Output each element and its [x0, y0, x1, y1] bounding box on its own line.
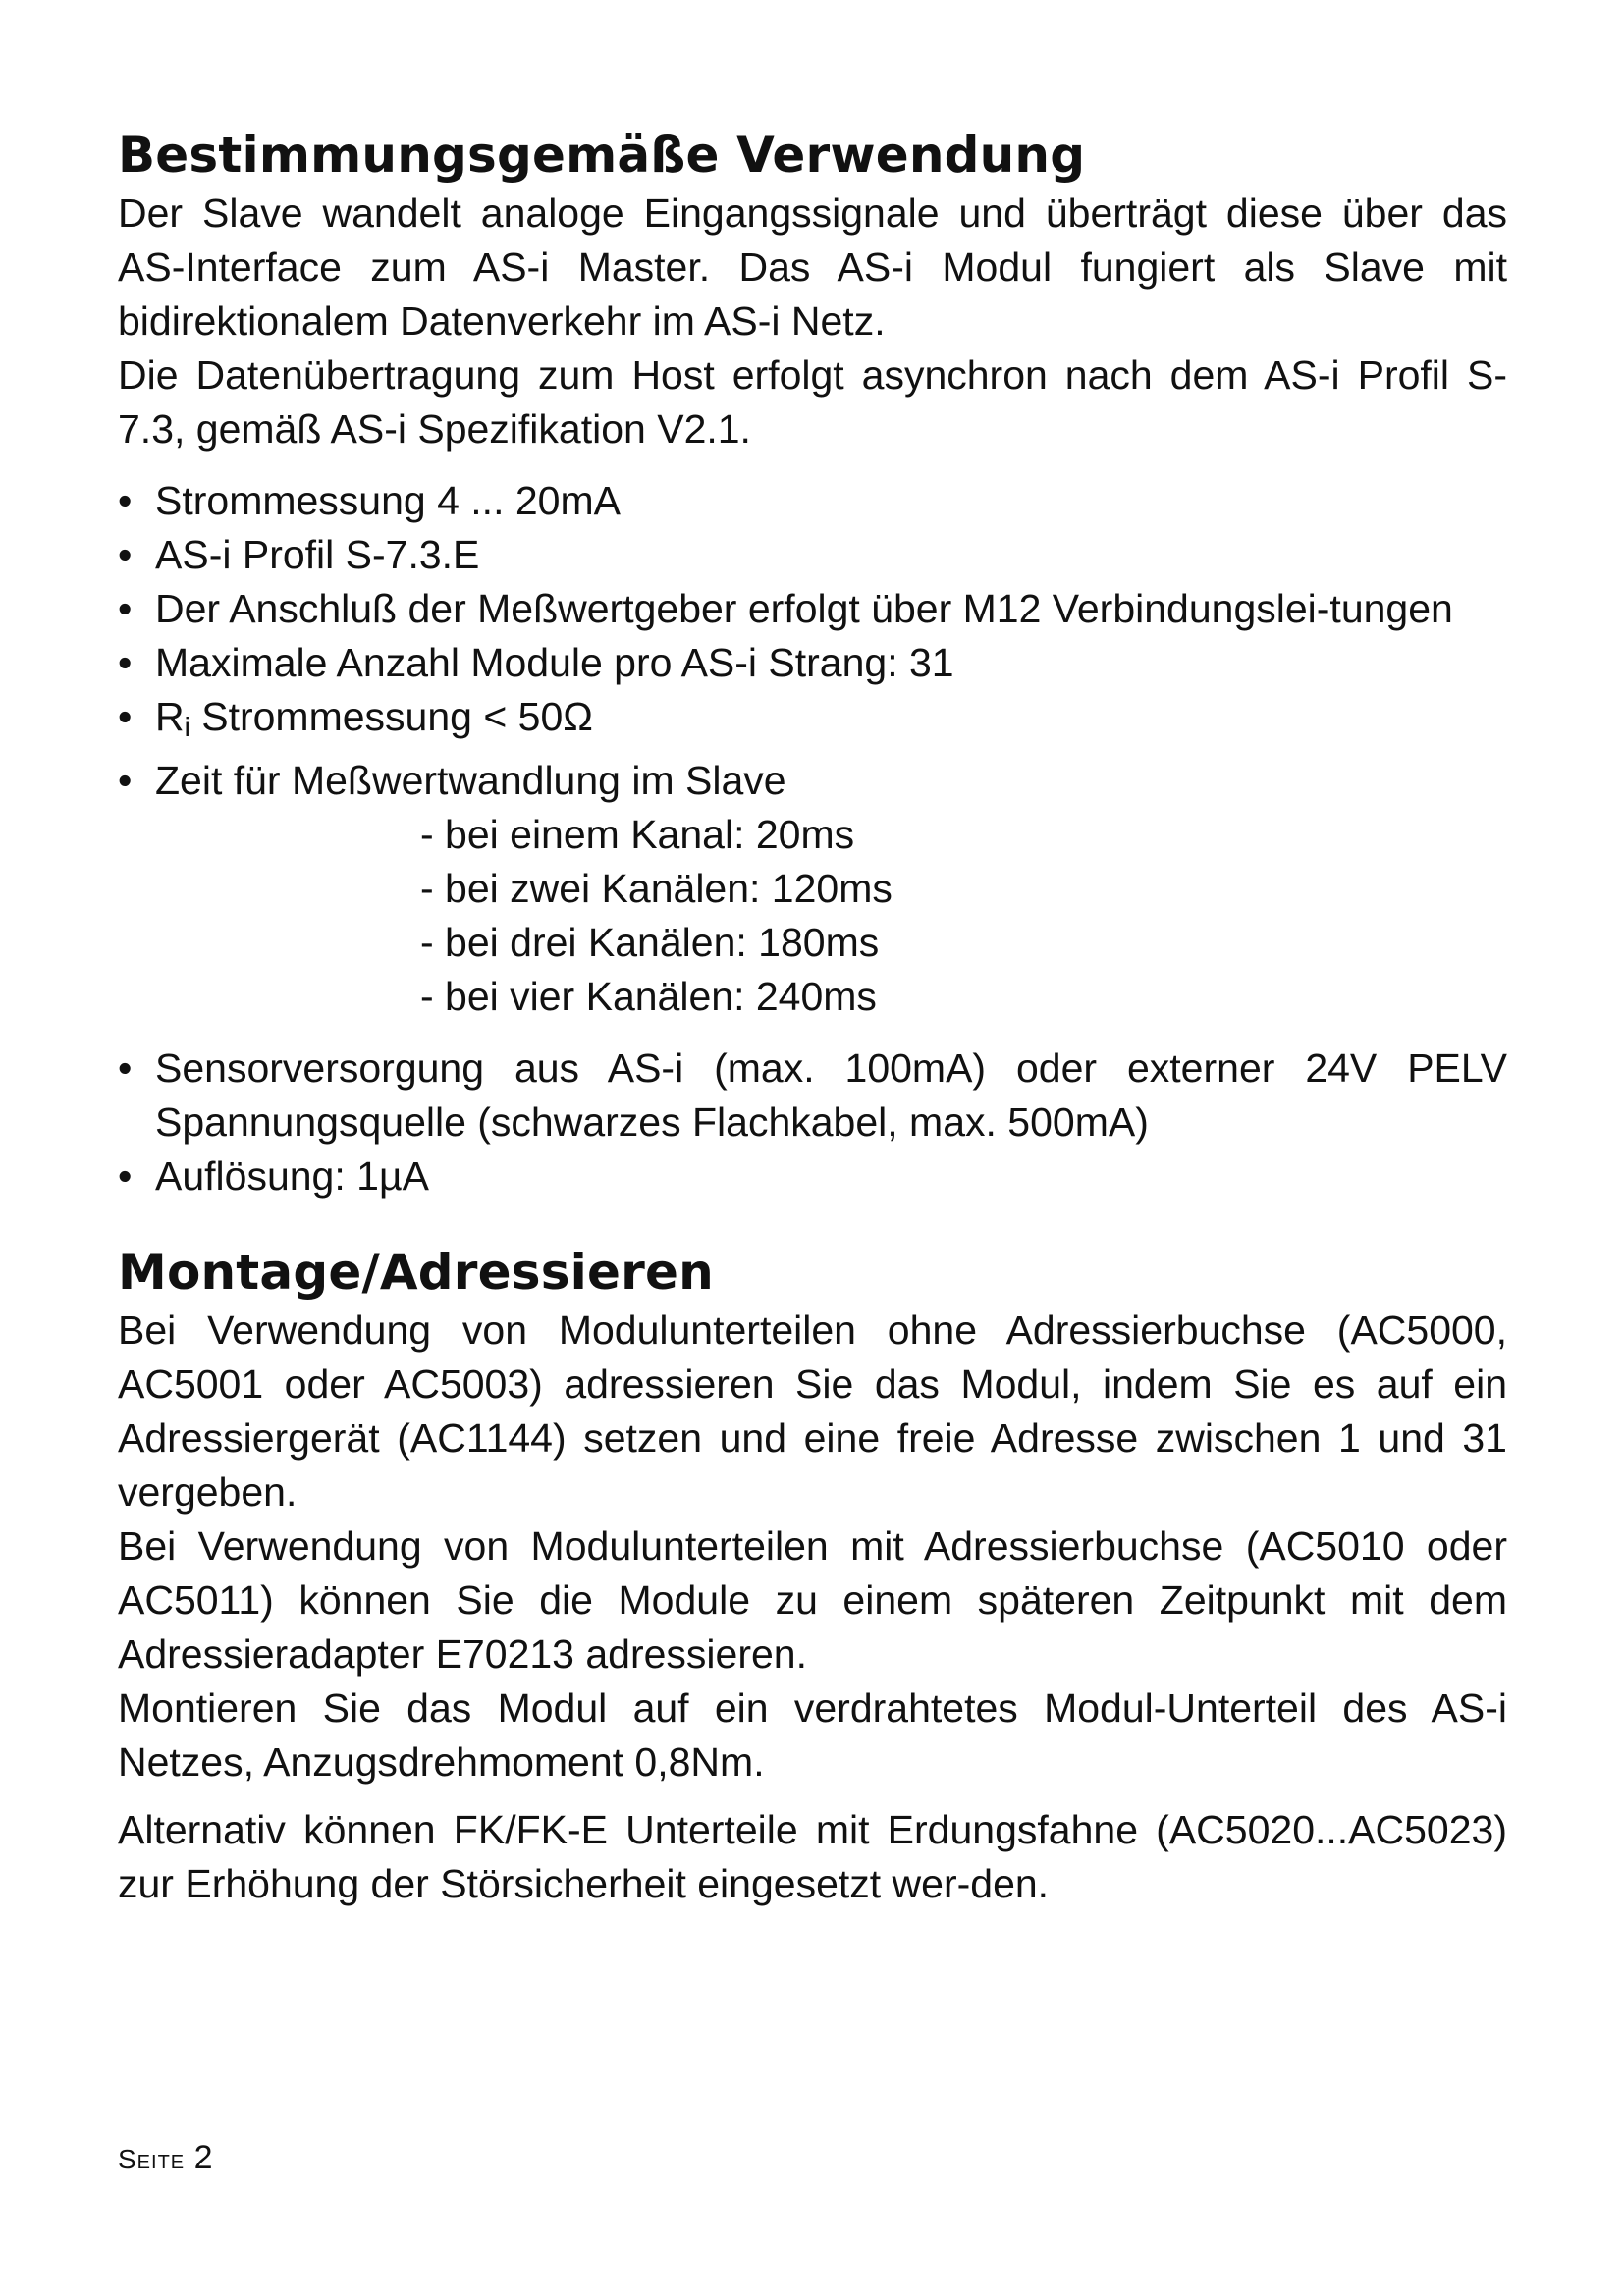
- list-item: • Der Anschluß der Meßwertgeber erfolgt über M12 Verbindungslei-tungen: [118, 582, 1507, 636]
- list-item: • Maximale Anzahl Module pro AS-i Strang: 31: [118, 636, 1507, 690]
- conversion-time-label: Zeit für Meßwertwandlung im Slave: [155, 758, 786, 803]
- list-item: • Auflösung: 1µA: [118, 1149, 1507, 1203]
- ri-text: Strommessung < 50Ω: [189, 694, 593, 739]
- section-intended-use: [118, 126, 1507, 1203]
- paragraph: Montieren Sie das Modul auf ein verdrahtetes Modul-Unterteil des AS-i Netzes, Anzugsdrehmoment 0,8Nm.: [118, 1685, 1507, 1785]
- page-footer: [118, 2138, 213, 2179]
- list-item: • AS-i Profil S-7.3.E: [118, 528, 1507, 582]
- sub-list-item: - bei zwei Kanälen: 120ms: [420, 866, 893, 911]
- paragraph: Der Slave wandelt analoge Eingangssignale und überträgt diese über das AS-Interface zum AS-i Master. Das AS-i Modul fungiert als Slave mit bidirektionalem Datenverkehr im AS-i Netz.: [118, 190, 1507, 344]
- ri-symbol: R: [155, 694, 185, 739]
- sub-list-item: - bei drei Kanälen: 180ms: [420, 920, 880, 965]
- paragraph: Die Datenübertragung zum Host erfolgt asynchron nach dem AS-i Profil S-7.3, gemäß AS-i Spezifikation V2.1.: [118, 352, 1507, 452]
- paragraph: Bei Verwendung von Modulunterteilen mit Adressierbuchse (AC5010 oder AC5011) können Sie die Module zu einem späteren Zeitpunkt mit dem Adressieradapter E70213 adressieren.: [118, 1523, 1507, 1677]
- ri-subscript: i: [184, 712, 190, 742]
- section-title-mounting: Montage/Adressieren: [118, 1244, 714, 1301]
- document-page: [118, 126, 1507, 1911]
- feature-list: [118, 474, 1507, 1203]
- sub-list-item: - bei vier Kanälen: 240ms: [420, 974, 877, 1019]
- list-item: • Strommessung 4 ... 20mA: [118, 474, 1507, 528]
- section-mounting-addressing: [118, 1243, 1507, 1911]
- conversion-time-list: [420, 808, 1507, 1024]
- page-number: 2: [193, 2139, 213, 2176]
- section-title-intended-use: Bestimmungsgemäße Verwendung: [118, 127, 1086, 184]
- sub-list-item: - bei einem Kanal: 20ms: [420, 812, 855, 857]
- paragraph: Bei Verwendung von Modulunterteilen ohne Adressierbuchse (AC5000, AC5001 oder AC5003) adressieren Sie das Modul, indem Sie es auf ein Adressiergerät (AC1144) setzen und eine freie Adresse zwischen 1 und 31 vergeben.: [118, 1308, 1507, 1515]
- list-item: • Sensorversorgung aus AS-i (max. 100mA) oder externer 24V PELV Spannungsquelle (schwarzes Flachkabel, max. 500mA): [118, 1041, 1507, 1149]
- list-item-ri: [118, 690, 1507, 754]
- list-item-conversion-time: [118, 754, 1507, 1024]
- page-label: Seite: [118, 2144, 186, 2174]
- paragraph: Alternativ können FK/FK-E Unterteile mit Erdungsfahne (AC5020...AC5023) zur Erhöhung der Störsicherheit eingesetzt wer-den.: [118, 1807, 1507, 1906]
